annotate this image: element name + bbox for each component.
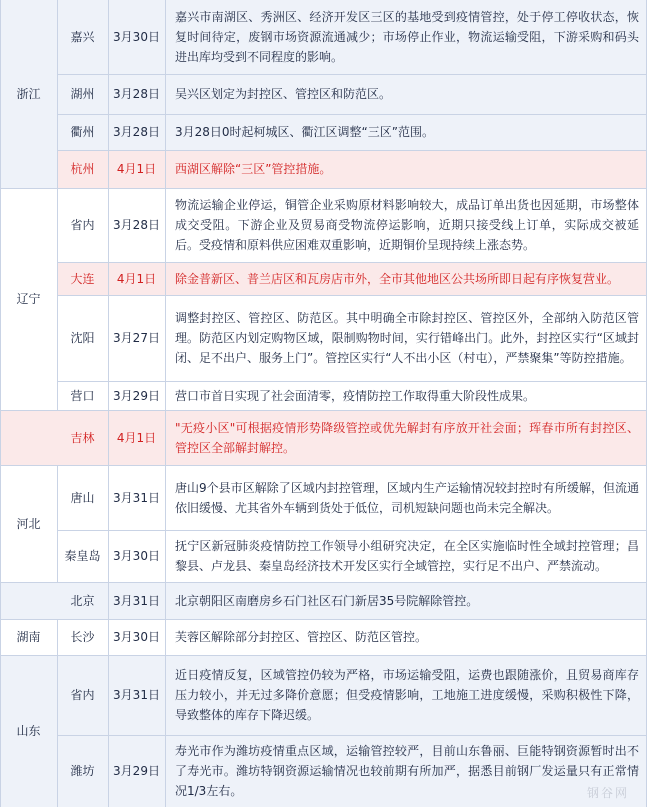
grid-line (165, 0, 166, 807)
desc-cell: "无疫小区"可根据疫情形势降级管控或优先解封有序放开社会面；珲春市所有封控区、管控区全部解封解控。 (165, 410, 647, 465)
watermark: 钢谷网 (586, 786, 629, 800)
desc-cell: 3月28日0时起柯城区、衢江区调整“三区”范围。 (165, 114, 647, 150)
city-cell: 唐山 (57, 465, 108, 530)
city-cell: 嘉兴 (57, 0, 108, 74)
desc-cell: 物流运输企业停运，铜管企业采购原材料影响较大，成品订单出货也因延期，市场整体成交受阻。下游企业及贸易商受物流停运影响，近期只接受线上订单，实际成交被延后。受疫情和原料供应困难双重影响，近期铜价呈现持续上涨态势。 (165, 188, 647, 262)
date-cell: 3月28日 (108, 74, 165, 114)
grid-line (0, 188, 647, 189)
province-cell: 辽宁 (0, 188, 57, 410)
grid-line (57, 735, 647, 736)
date-cell: 3月28日 (108, 114, 165, 150)
desc-cell: 抚宁区新冠肺炎疫情防控工作领导小组研究决定，在全区实施临时性全域封控管理；昌黎县、卢龙县、秦皇岛经济技术开发区实行全域管控，实行足不出户、严禁流动。 (165, 530, 647, 582)
province-cell: 湖南 (0, 619, 57, 655)
desc-cell: 北京朝阳区南磨房乡石门社区石门新居35号院解除管控。 (165, 582, 647, 619)
grid-line (0, 619, 647, 620)
desc-cell: 芙蓉区解除部分封控区、管控区、防范区管控。 (165, 619, 647, 655)
grid-line (57, 530, 647, 531)
grid-line (57, 114, 647, 115)
date-cell: 4月1日 (108, 150, 165, 188)
date-cell: 4月1日 (108, 262, 165, 295)
date-cell: 3月29日 (108, 735, 165, 807)
date-cell: 3月30日 (108, 619, 165, 655)
city-cell: 潍坊 (57, 735, 108, 807)
desc-cell: 唐山9个县市区解除了区域内封控管理，区域内生产运输情况较封控时有所缓解，但流通依旧缓慢、尤其省外车辆到货处于低位，司机短缺问题也尚未完全解决。 (165, 465, 647, 530)
city-cell: 营口 (57, 381, 108, 410)
desc-cell: 吴兴区划定为封控区、管控区和防范区。 (165, 74, 647, 114)
date-cell: 3月31日 (108, 655, 165, 735)
grid-line (57, 295, 647, 296)
date-cell: 3月29日 (108, 381, 165, 410)
province-cell: 北京 (0, 582, 165, 619)
grid-line (0, 655, 647, 656)
grid-line (57, 262, 647, 263)
date-cell: 3月31日 (108, 582, 165, 619)
desc-cell: 西湖区解除“三区”管控措施。 (165, 150, 647, 188)
city-cell: 杭州 (57, 150, 108, 188)
city-cell: 省内 (57, 188, 108, 262)
date-cell: 3月27日 (108, 295, 165, 381)
grid-line (57, 465, 58, 582)
desc-cell: 调整封控区、管控区、防范区。其中明确全市除封控区、管控区外，全部纳入防范区管理。防范区内划定购物区域，限制购物时间，实行错峰出门。此外，封控区实行“区域封闭、足不出户、服务上门”。管控区实行“人不出小区（村屯），严禁聚集”等防控措施。 (165, 295, 647, 381)
city-cell: 秦皇岛 (57, 530, 108, 582)
grid-line (0, 582, 647, 583)
grid-line (57, 381, 647, 382)
grid-line (108, 0, 109, 807)
desc-cell: 近日疫情反复，区域管控仍较为严格，市场运输受阻，运费也跟随涨价，且贸易商库存压力较小，并无过多降价意愿；但受疫情影响，工地施工进度缓慢，采购积极性下降，导致整体的库存下降迟缓。 (165, 655, 647, 735)
desc-cell: 除金普新区、普兰店区和瓦房店市外，全市其他地区公共场所即日起有序恢复营业。 (165, 262, 647, 295)
grid-line (57, 74, 647, 75)
city-cell: 湖州 (57, 74, 108, 114)
city-cell: 沈阳 (57, 295, 108, 381)
date-cell: 3月31日 (108, 465, 165, 530)
date-cell: 3月30日 (108, 530, 165, 582)
grid-line (0, 410, 647, 411)
city-cell: 长沙 (57, 619, 108, 655)
date-cell: 3月28日 (108, 188, 165, 262)
grid-line (0, 0, 1, 807)
city-cell: 大连 (57, 262, 108, 295)
province-cell: 河北 (0, 465, 57, 582)
desc-cell: 营口市首日实现了社会面清零，疫情防控工作取得重大阶段性成果。 (165, 381, 647, 410)
desc-cell: 寿光市作为潍坊疫情重点区域，运输管控较严，目前山东鲁丽、巨能特钢资源暂时出不了寿光市。潍坊特钢资源运输情况也较前期有所加严，据悉目前钢厂发运量只有正常情况1/3左右。 (165, 735, 647, 807)
city-cell: 衢州 (57, 114, 108, 150)
province-cell: 吉林 (0, 410, 165, 465)
date-cell: 4月1日 (108, 410, 165, 465)
province-cell: 浙江 (0, 0, 57, 188)
date-cell: 3月30日 (108, 0, 165, 74)
grid-line (0, 465, 647, 466)
grid-line (57, 619, 58, 807)
city-cell: 省内 (57, 655, 108, 735)
grid-line (57, 150, 647, 151)
province-cell: 山东 (0, 655, 57, 807)
desc-cell: 嘉兴市南湖区、秀洲区、经济开发区三区的基地受到疫情管控，处于停工停收状态，恢复时间待定，废钢市场资源流通减少；市场停止作业，物流运输受阻，下游采购和码头进出库均受到不同程度的影响。 (165, 0, 647, 74)
grid-line (57, 0, 58, 410)
